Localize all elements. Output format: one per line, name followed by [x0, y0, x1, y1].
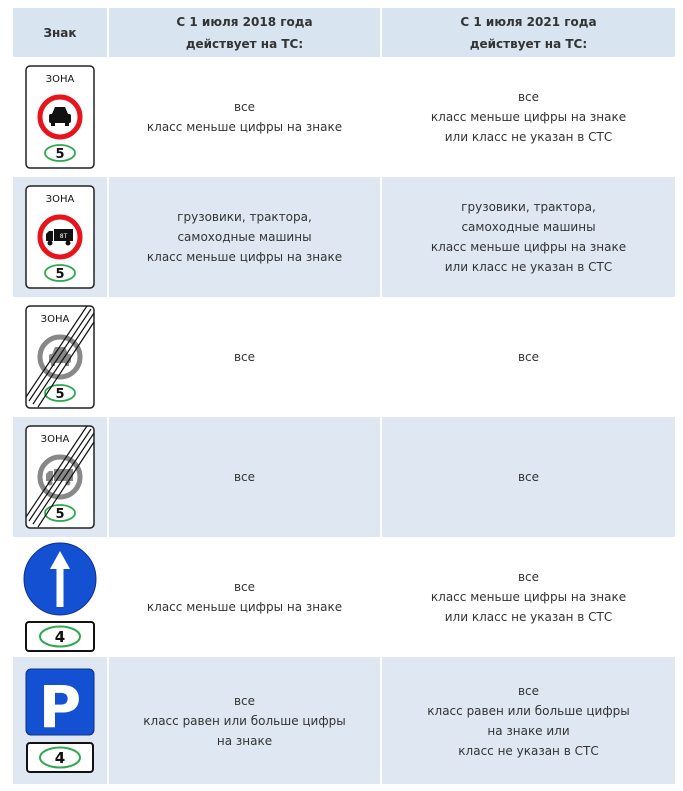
sign-cell — [13, 657, 109, 784]
text-2021 — [382, 57, 675, 177]
text-2018-value: все класс равен или больше цифры на знаке — [143, 693, 346, 748]
header-sign — [13, 8, 109, 57]
table-row — [13, 177, 675, 297]
zone-label: ЗОНА — [45, 74, 75, 85]
text-2021-value: все класс меньше цифры на знаке или класс не указан в СТС — [430, 90, 627, 144]
table-row — [13, 57, 675, 177]
text-2021 — [382, 537, 675, 657]
zone-end-trucks-sign-icon — [25, 425, 95, 529]
text-2021 — [382, 657, 675, 784]
zone-no-trucks-sign-icon — [25, 185, 95, 289]
text-2021-value: грузовики, трактора, самоходные машины класс меньше цифры на знаке или класс не указан в СТС — [430, 200, 627, 274]
class-number: 5 — [55, 147, 65, 162]
text-2018-value: грузовики, трактора, самоходные машины класс меньше цифры на знаке — [146, 210, 343, 264]
table-row — [13, 657, 675, 784]
zone-label: ЗОНА — [40, 434, 70, 445]
straight-only-sign-icon — [22, 541, 98, 653]
header-2021-label: С 1 июля 2021 года действует на ТС: — [460, 14, 597, 51]
text-2018 — [109, 417, 382, 537]
sign-cell — [13, 297, 109, 417]
class-number: 5 — [55, 507, 65, 522]
regulation-table — [13, 8, 675, 784]
header-2018-label: С 1 июля 2018 года действует на ТС: — [176, 14, 313, 51]
text-2018 — [109, 657, 382, 784]
sign-cell — [13, 177, 109, 297]
text-2018 — [109, 177, 382, 297]
text-2021-value: все класс равен или больше цифры на знаке или класс не указан в СТС — [427, 683, 630, 758]
text-2018 — [109, 57, 382, 177]
sign-cell — [13, 57, 109, 177]
text-2021-value: все — [517, 350, 540, 364]
text-2018-value: все — [233, 470, 256, 484]
zone-end-cars-sign-icon — [25, 305, 95, 409]
zone-label: ЗОНА — [45, 194, 75, 205]
class-number: 4 — [54, 748, 66, 767]
truck-weight-label: 8Т — [59, 233, 68, 240]
parking-letter: P — [38, 672, 82, 741]
header-2018 — [109, 8, 382, 57]
text-2018-value: все класс меньше цифры на знаке — [146, 580, 343, 614]
table-header-row — [13, 8, 675, 57]
text-2021 — [382, 417, 675, 537]
table-row — [13, 297, 675, 417]
text-2021-value: все класс меньше цифры на знаке или класс не указан в СТС — [430, 570, 627, 624]
class-number: 5 — [55, 387, 65, 402]
text-2021 — [382, 177, 675, 297]
zone-no-cars-sign-icon — [25, 65, 95, 169]
class-number: 4 — [54, 628, 66, 646]
sign-cell — [13, 537, 109, 657]
text-2018 — [109, 297, 382, 417]
sign-cell — [13, 417, 109, 537]
text-2021 — [382, 297, 675, 417]
text-2018-value: все — [233, 350, 256, 364]
class-number: 5 — [55, 267, 65, 282]
table-row — [13, 537, 675, 657]
text-2018 — [109, 537, 382, 657]
text-2018-value: все класс меньше цифры на знаке — [146, 100, 343, 134]
zone-label: ЗОНА — [40, 314, 70, 325]
parking-sign-icon — [24, 667, 96, 775]
table-row — [13, 417, 675, 537]
header-sign-label: Знак — [43, 25, 77, 40]
text-2021-value: все — [517, 470, 540, 484]
header-2021 — [382, 8, 675, 57]
